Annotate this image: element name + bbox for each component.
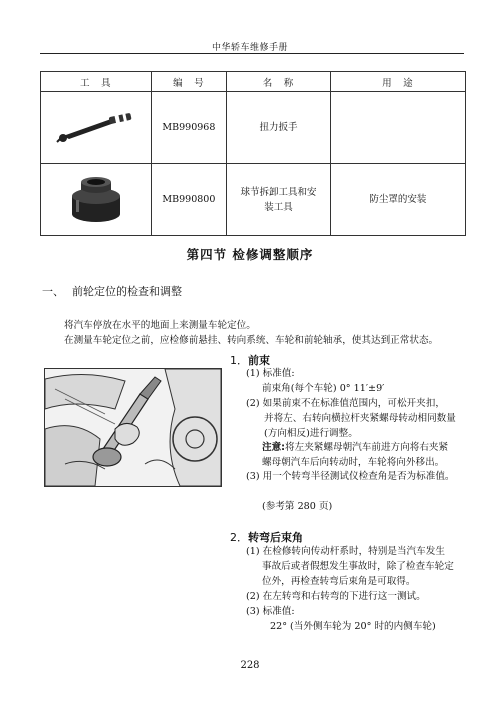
intro-line-2: 在测量车轮定位之前，应检修前悬挂、转向系统、车轮和前轮轴承，使其达到正常状态。 [64,335,439,346]
toe-item2-line-3: (方向相反)进行调整。 [264,428,358,439]
turning-item3-label: (3) 标准值: [246,606,295,617]
torque-wrench-icon [53,106,139,146]
toe-heading-title: 前束 [248,354,270,367]
turning-item3-value: 22° (当外侧车轮为 20° 时的内侧车轮) [270,621,436,632]
toe-heading-number: 1． [230,354,248,367]
tool-name: 扭力扳手 [259,122,298,133]
toe-note-line-1 [262,440,448,455]
toe-item2-line-2: 并将左、右转向横拉杆夹紧螺母转动相同数量 [264,413,456,424]
special-tools-table [40,71,466,236]
page-number: 228 [240,660,260,671]
turning-item1-line-3: 位外，再检查转弯后束角是可取得。 [262,576,416,587]
toe-item2-line-1: (2) 如果前束不在标准值范围内，可松开夹扣， [246,398,445,409]
ball-joint-tool-icon [66,170,126,226]
turning-item2: (2) 在左转弯和右转弯的下进行这一测试。 [246,591,426,602]
tool-number: MB990800 [162,194,216,205]
tool-name-line-2: 装工具 [264,201,293,213]
toe-adjustment-photo [44,368,222,487]
turning-item1-line-2: 事故后或者假想发生事故时，除了检查车轮定 [262,561,454,572]
table-row [41,164,466,236]
header-name: 名 称 [227,72,331,92]
turning-heading-title: 转弯后束角 [248,531,303,544]
intro-line-1: 将汽车停放在水平的地面上来测量车轮定位。 [64,320,256,331]
toe-item1-value: 前束角(每个车轮) 0° 11′±9′ [262,383,385,394]
turning-heading-number: 2． [230,531,248,544]
toe-note-line-2: 螺母朝汽车后向转动时，车轮将向外移出。 [262,457,445,468]
page-header-title: 中华轿车维修手册 [211,43,288,53]
tool-purpose: 防尘罩的安装 [369,194,427,205]
header-number: 编 号 [151,72,227,92]
toe-item1-label: (1) 标准值: [246,368,295,379]
header-rule [40,53,464,54]
header-purpose: 用 途 [330,72,465,92]
subsection-heading [42,283,182,299]
toe-reference: (参考第 280 页) [262,501,333,512]
tool-image-cell [41,92,152,164]
tool-number: MB990968 [162,122,216,133]
toe-note-label: 注意: [262,442,286,453]
toe-note-text-1: 将左夹紧螺母朝汽车前进方向将右夹紧 [285,442,449,453]
toe-item3: (3) 用一个转弯半径测试仪检查角是否为标准值。 [246,471,455,482]
subsection-title: 前轮定位的检查和调整 [72,285,182,298]
tool-name-line-1: 球节拆卸工具和安 [240,186,317,198]
toe-adjustment-photo-icon [45,369,221,486]
table-header-row [41,72,466,92]
subsection-number: 一、 [42,285,64,298]
section-title: 第四节 检修调整顺序 [186,247,314,262]
header-tool: 工 具 [41,72,152,92]
table-row [41,92,466,164]
turning-heading [230,529,303,545]
tool-image-cell [41,164,152,236]
turning-item1-line-1: (1) 在检修转向传动杆系时，特别是当汽车发生 [246,546,445,557]
